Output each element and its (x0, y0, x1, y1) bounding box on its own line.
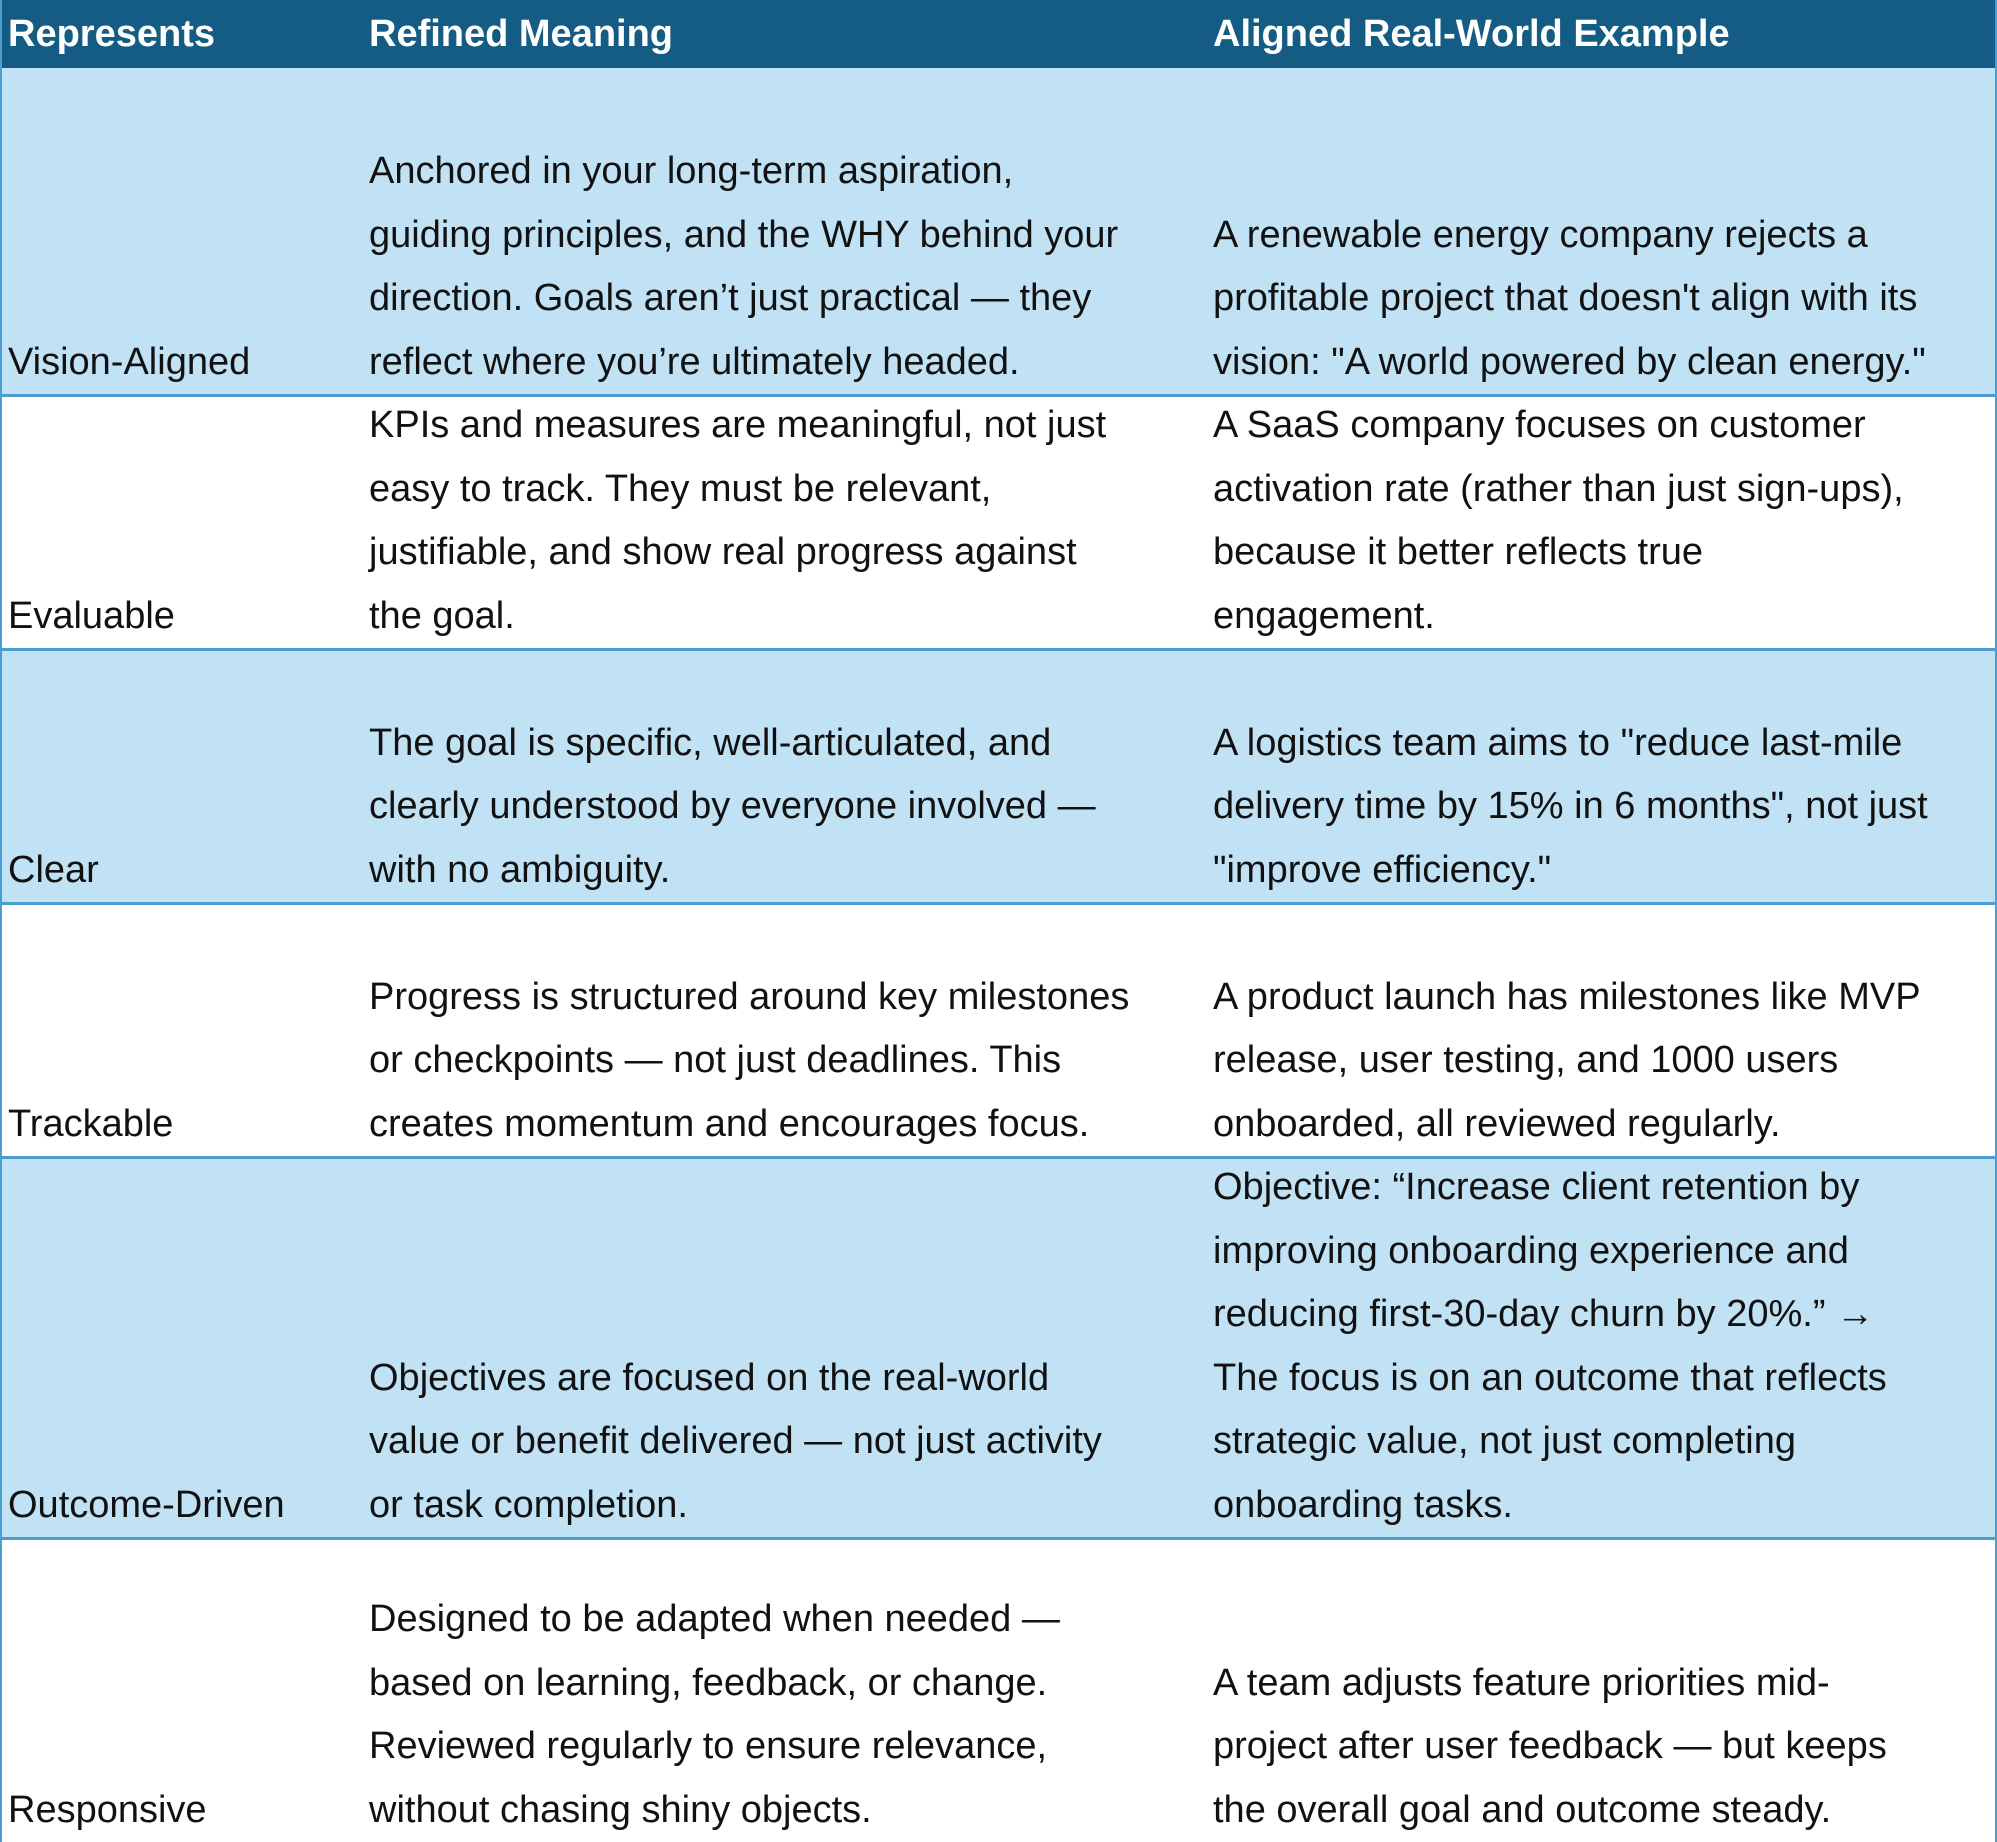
meaning-cell: Designed to be adapted when needed — based on learning, feedback, or change. Reviewed regularly to ensure relevance, without chasing shiny objects. (369, 1598, 1060, 1831)
represents-cell: Responsive (8, 1788, 207, 1831)
example-cell: A renewable energy company rejects a profitable project that doesn't align with its vision: "A world powered by clean energy." (1213, 213, 1926, 383)
table-row (2, 68, 1995, 397)
represents-cell: Clear (8, 848, 99, 891)
meaning-cell: Objectives are focused on the real-world value or benefit delivered — not just activity or task completion. (369, 1356, 1102, 1526)
meaning-cell: The goal is specific, well-articulated, and clearly understood by everyone involved — with no ambiguity. (369, 721, 1096, 891)
example-cell: A logistics team aims to "reduce last-mile delivery time by 15% in 6 months", not just "improve efficiency." (1213, 721, 1928, 891)
table-header-row (2, 0, 1995, 68)
column-header-real-world-example: Aligned Real-World Example (1213, 13, 1730, 55)
represents-cell: Vision-Aligned (8, 340, 251, 383)
meaning-cell: Anchored in your long-term aspiration, guiding principles, and the WHY behind your direction. Goals aren’t just practical — they reflect where you’re ultimately headed. (369, 150, 1119, 383)
meaning-cell: Progress is structured around key milestones or checkpoints — not just deadlines. This creates momentum and encourages focus. (369, 975, 1130, 1145)
example-cell: A SaaS company focuses on customer activation rate (rather than just sign-ups), because it better reflects true engagement. (1213, 404, 1904, 637)
table-row (2, 397, 1995, 651)
example-cell: A product launch has milestones like MVP release, user testing, and 1000 users onboarded, all reviewed regularly. (1213, 975, 1921, 1145)
example-cell: A team adjusts feature priorities mid- project after user feedback — but keeps the overall goal and outcome steady. (1213, 1661, 1887, 1831)
represents-cell: Evaluable (8, 594, 175, 637)
represents-cell: Trackable (8, 1102, 174, 1145)
table-row (2, 1159, 1995, 1540)
table-row (2, 1540, 1995, 1842)
column-header-refined-meaning: Refined Meaning (369, 13, 674, 55)
meaning-cell: KPIs and measures are meaningful, not just easy to track. They must be relevant, justifiable, and show real progress against the goal. (369, 404, 1107, 637)
table-row (2, 905, 1995, 1159)
example-cell: Objective: “Increase client retention by improving onboarding experience and reducing first-30-day churn by 20%.” → The focus is on an outcome that reflects strategic value, not just completing onboarding tasks. (1213, 1166, 1887, 1526)
represents-cell: Outcome-Driven (8, 1483, 285, 1526)
column-header-represents: Represents (8, 13, 215, 55)
table-row (2, 651, 1995, 905)
